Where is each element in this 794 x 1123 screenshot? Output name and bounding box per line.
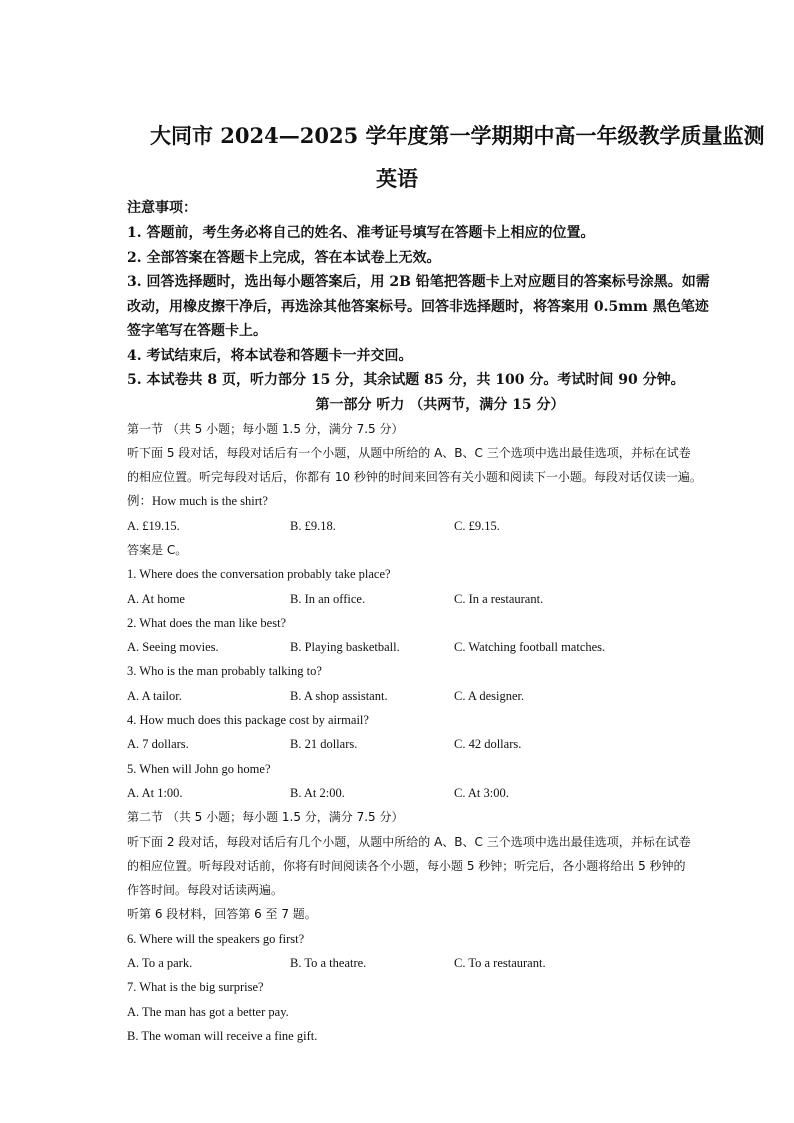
option-c: C. In a restaurant. xyxy=(454,591,544,606)
section2-heading: 第二节 （共 5 小题；每小题 1.5 分，满分 7.5 分） xyxy=(127,810,404,825)
question-2-options xyxy=(127,635,753,659)
question-5: 5. When will John go home? xyxy=(127,761,271,776)
option-b: B. The woman will receive a fine gift. xyxy=(127,1028,318,1043)
option-a: A. A tailor. xyxy=(127,688,182,703)
option-b: B. At 2:00. xyxy=(290,785,345,800)
option-c: C. To a restaurant. xyxy=(454,956,546,971)
notice-line: 4. 考试结束后，将本试卷和答题卡一并交回。 xyxy=(127,347,413,364)
question-2: 2. What does the man like best? xyxy=(127,615,287,630)
exam-content xyxy=(127,196,753,1048)
option-a: A. Seeing movies. xyxy=(127,640,219,655)
notice-line: 2. 全部答案在答题卡上完成，答在本试卷上无效。 xyxy=(127,249,441,266)
option-c: C. £9.15. xyxy=(454,518,500,533)
option-a: A. 7 dollars. xyxy=(127,737,189,752)
question-1: 1. Where does the conversation probably take place? xyxy=(127,567,391,582)
section2-instruction: 作答时间。每段对话读两遍。 xyxy=(127,883,284,898)
example-options xyxy=(127,514,753,538)
option-b: B. In an office. xyxy=(290,591,366,606)
question-6: 6. Where will the speakers go first? xyxy=(127,931,305,946)
option-b: B. £9.18. xyxy=(290,518,336,533)
section1-instruction: 的相应位置。听完每段对话后，你都有 10 秒钟的时间来回答有关小题和阅读下一小题。每段对话仅读一遍。 xyxy=(127,470,702,485)
option-c: C. A designer. xyxy=(454,688,525,703)
question-4: 4. How much does this package cost by airmail? xyxy=(127,713,369,728)
question-3: 3. Who is the man probably talking to? xyxy=(127,664,322,679)
section2-instruction: 听下面 2 段对话，每段对话后有几个小题，从题中所给的 A、B、C 三个选项中选出最佳选项，并标在试卷 xyxy=(127,834,691,849)
section2-instruction: 的相应位置。听每段对话前，你将有时间阅读各个小题，每小题 5 秒钟；听完后，各小题将给出 5 秒钟的 xyxy=(127,858,686,873)
part1-title: 第一部分 听力 （共两节，满分 15 分） xyxy=(315,396,565,413)
section1-instruction: 听下面 5 段对话，每段对话后有一个小题，从题中所给的 A、B、C 三个选项中选出最佳选项，并标在试卷 xyxy=(127,445,691,460)
option-b: B. Playing basketball. xyxy=(290,640,400,655)
notice-line: 改动，用橡皮擦干净后，再选涂其他答案标号。回答非选择题时，将答案用 0.5mm 黑色笔迹 xyxy=(127,298,709,315)
notice-line: 3. 回答选择题时，选出每小题答案后，用 2B 铅笔把答题卡上对应题目的答案标号涂黑。如需 xyxy=(127,274,710,290)
option-c: C. 42 dollars. xyxy=(454,737,522,752)
option-b: B. 21 dollars. xyxy=(290,737,358,752)
option-a: A. To a park. xyxy=(127,956,193,971)
question-3-options xyxy=(127,684,753,708)
question-1-options xyxy=(127,587,753,611)
material-note: 听第 6 段材料，回答第 6 至 7 题。 xyxy=(127,907,317,922)
question-6-options xyxy=(127,951,753,975)
example-question: 例：How much is the shirt? xyxy=(127,494,268,509)
notice-line: 5. 本试卷共 8 页，听力部分 15 分，其余试题 85 分，共 100 分。考试时间 90 分钟。 xyxy=(127,372,685,388)
example-answer: 答案是 C。 xyxy=(127,542,188,557)
notice-line: 1. 答题前，考生务必将自己的姓名、准考证号填写在答题卡上相应的位置。 xyxy=(127,225,595,241)
option-a: A. At 1:00. xyxy=(127,785,183,800)
option-a: A. £19.15. xyxy=(127,518,180,533)
section1-heading: 第一节 （共 5 小题；每小题 1.5 分，满分 7.5 分） xyxy=(127,421,404,436)
question-4-options xyxy=(127,732,753,756)
option-b: B. To a theatre. xyxy=(290,956,367,971)
option-b: B. A shop assistant. xyxy=(290,688,388,703)
option-a: A. The man has got a better pay. xyxy=(127,1004,289,1019)
subject-title: 英语 xyxy=(376,166,418,191)
exam-title: 大同市 2024—2025 学年度第一学期期中高一年级教学质量监测 xyxy=(150,123,765,148)
question-5-options xyxy=(127,781,753,805)
notice-heading: 注意事项： xyxy=(127,200,197,216)
question-7: 7. What is the big surprise? xyxy=(127,980,264,995)
notice-line: 签字笔写在答题卡上。 xyxy=(127,323,267,339)
option-c: C. At 3:00. xyxy=(454,785,509,800)
option-a: A. At home xyxy=(127,591,185,606)
option-c: C. Watching football matches. xyxy=(454,640,606,655)
